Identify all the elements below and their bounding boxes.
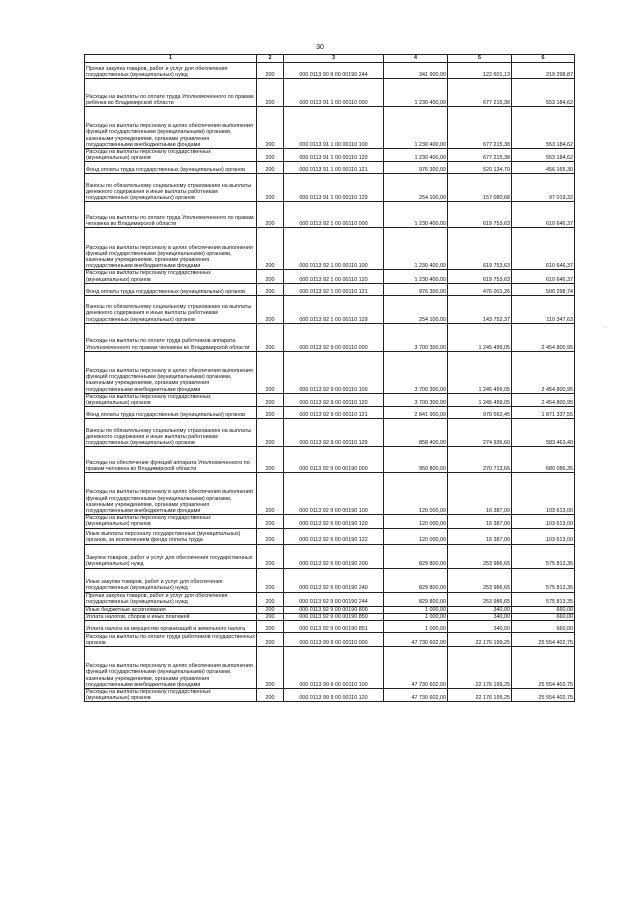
executed-amount-cell: 619 753,63 [448,270,512,283]
expense-name-cell: Расходы на выплаты персоналу государственных (муниципальных) органов [85,689,257,702]
executed-amount-cell: 270 713,65 [448,447,512,473]
expense-name-cell: Расходы на выплаты персоналу в целях обеспечения выполнения функций государственными (муниципальными) органами, казенными учреждениями, органами управления государственными внебюджетными фондами [85,107,257,149]
budget-code-cell: 000 0113 92 9 00 00190 244 [284,592,384,606]
column-header: 1 [85,55,257,63]
unexecuted-amount-cell: 553 184,62 [512,107,575,149]
unexecuted-amount-cell: 575 813,35 [512,544,575,568]
approved-amount-cell: 829 800,00 [384,544,448,568]
approved-amount-cell: 1 000,00 [384,606,448,613]
executed-amount-cell: 22 176 199,25 [448,689,512,702]
expense-name-cell: Расходы на выплаты персоналу в целях обеспечения выполнения функций государственными (муниципальными) органами, казенными учреждениями, органами управления государственными внебюджетными фондами [85,647,257,689]
executed-amount-cell: 22 176 199,25 [448,647,512,689]
table-row [85,544,575,568]
budget-code-cell: 000 0113 92 9 00 00110 129 [284,419,384,447]
expense-name-cell: Расходы на выплаты персоналу государственных (муниципальных) органов [85,515,257,528]
budget-code-cell: 000 0113 92 9 00 00110 120 [284,393,384,406]
executed-amount-cell: 122 601,13 [448,63,512,79]
line-code-cell: 200 [257,419,284,447]
table-row [85,149,575,162]
table-row [85,283,575,295]
budget-code-cell: 000 0113 99 9 00 00110 000 [284,633,384,647]
executed-amount-cell: 253 986,65 [448,544,512,568]
expense-name-cell: Иные закупки товаров, работ и услуг для обеспечения государственных (муниципальных) нужд [85,568,257,592]
column-header: 2 [257,55,284,63]
line-code-cell: 200 [257,270,284,283]
budget-code-cell: 000 0113 92 1 00 00110 000 [284,202,384,228]
table-row [85,323,575,351]
line-code-cell: 200 [257,647,284,689]
executed-amount-cell: 619 753,63 [448,228,512,270]
unexecuted-amount-cell: 1 871 337,55 [512,407,575,419]
line-code-cell: 200 [257,544,284,568]
approved-amount-cell: 1 230 400,00 [384,202,448,228]
executed-amount-cell: 253 986,65 [448,592,512,606]
executed-amount-cell: 677 215,38 [448,149,512,162]
line-code-cell: 200 [257,606,284,613]
approved-amount-cell: 1 230 400,00 [384,107,448,149]
budget-code-cell: 000 0113 92 1 00 00110 129 [284,295,384,323]
unexecuted-amount-cell: 2 454 800,95 [512,393,575,406]
table-row [85,568,575,592]
line-code-cell: 200 [257,621,284,633]
executed-amount-cell: 476 001,26 [448,283,512,295]
budget-code-cell: 000 0113 92 9 00 00190 240 [284,568,384,592]
table-row [85,63,575,79]
unexecuted-amount-cell: 500 298,74 [512,283,575,295]
budget-code-cell: 000 0113 99 9 00 00110 120 [284,689,384,702]
table-row [85,107,575,149]
budget-code-cell: 000 0113 91 1 00 00110 121 [284,162,384,174]
approved-amount-cell: 1 230 400,00 [384,270,448,283]
approved-amount-cell: 1 000,00 [384,613,448,620]
table-row [85,174,575,202]
approved-amount-cell: 829 800,00 [384,592,448,606]
table-row [85,613,575,620]
column-header: 4 [384,55,448,63]
expense-name-cell: Уплата налога на имущество организаций и земельного налога [85,621,257,633]
approved-amount-cell: 3 700 300,00 [384,323,448,351]
budget-execution-table [84,54,575,702]
table-row [85,295,575,323]
table-row [85,606,575,613]
table-row [85,515,575,528]
approved-amount-cell: 3 700 300,00 [384,393,448,406]
approved-amount-cell: 47 730 602,00 [384,647,448,689]
expense-name-cell: Расходы на выплаты персоналу в целях обеспечения выполнения функций государственными (муниципальными) органами, казенными учреждениями, органами управления государственными внебюджетными фондами [85,473,257,515]
unexecuted-amount-cell: 219 298,87 [512,63,575,79]
table-row [85,162,575,174]
unexecuted-amount-cell: 610 646,37 [512,202,575,228]
table-row [85,228,575,270]
approved-amount-cell: 2 841 900,00 [384,407,448,419]
expense-name-cell: Закупка товаров, работ и услуг для обеспечения государственных (муниципальных) нужд [85,544,257,568]
budget-code-cell: 000 0113 92 1 00 00110 100 [284,228,384,270]
line-code-cell: 200 [257,633,284,647]
expense-name-cell: Фонд оплаты труда государственных (муниципальных) органов [85,407,257,419]
table-row [85,79,575,107]
table-row [85,633,575,647]
line-code-cell: 200 [257,473,284,515]
line-code-cell: 200 [257,528,284,544]
line-code-cell: 200 [257,283,284,295]
column-header: 5 [448,55,512,63]
table-row [85,407,575,419]
approved-amount-cell: 1 000,00 [384,621,448,633]
approved-amount-cell: 120 000,00 [384,515,448,528]
unexecuted-amount-cell: 553 184,62 [512,149,575,162]
table-row [85,473,575,515]
budget-code-cell: 000 0113 92 9 00 00190 850 [284,613,384,620]
line-code-cell: 200 [257,393,284,406]
approved-amount-cell: 120 000,00 [384,528,448,544]
approved-amount-cell: 976 300,00 [384,162,448,174]
executed-amount-cell: 253 986,65 [448,568,512,592]
executed-amount-cell: 677 215,38 [448,79,512,107]
unexecuted-amount-cell: 110 347,63 [512,295,575,323]
line-code-cell: 200 [257,174,284,202]
expense-name-cell: Расходы на выплаты персоналу в целях обеспечения выполнения функций государственными (муниципальными) органами, казенными учреждениями, органами управления государственными внебюджетными фондами [85,351,257,393]
executed-amount-cell: 274 936,60 [448,419,512,447]
budget-code-cell: 000 0113 92 9 00 00190 851 [284,621,384,633]
approved-amount-cell: 829 800,00 [384,568,448,592]
executed-amount-cell: 16 387,00 [448,473,512,515]
table-row [85,202,575,228]
budget-code-cell: 000 0113 91 1 00 00110 000 [284,79,384,107]
table-row [85,689,575,702]
approved-amount-cell: 254 100,00 [384,295,448,323]
approved-amount-cell: 254 100,00 [384,174,448,202]
budget-code-cell: 000 0113 91 1 00 00110 100 [284,107,384,149]
table-row [85,393,575,406]
expense-name-cell: Взносы по обязательному социальному страхованию на выплаты денежного содержания и иные выплаты работникам государственных (муниципальных) органов [85,174,257,202]
unexecuted-amount-cell: 610 646,37 [512,270,575,283]
approved-amount-cell: 47 730 602,00 [384,689,448,702]
unexecuted-amount-cell: 25 554 402,75 [512,689,575,702]
line-code-cell: 200 [257,107,284,149]
executed-amount-cell: 970 562,45 [448,407,512,419]
table-row [85,592,575,606]
executed-amount-cell: 619 753,63 [448,202,512,228]
expense-name-cell: Расходы на выплаты по оплате труда Уполномоченного по правам ребёнка во Владимирской области [85,79,257,107]
unexecuted-amount-cell: 553 184,62 [512,79,575,107]
budget-code-cell: 000 0113 92 9 00 00110 000 [284,323,384,351]
expense-name-cell: Расходы на выплаты по оплате труда Уполномоченного по правам человека во Владимирской области [85,202,257,228]
approved-amount-cell: 976 300,00 [384,283,448,295]
budget-code-cell: 000 0113 90 9 00 00190 244 [284,63,384,79]
line-code-cell: 200 [257,162,284,174]
expense-name-cell: Расходы на выплаты по оплате труда работников аппарата Уполномоченного по правам человека во Владимирской области [85,323,257,351]
line-code-cell: 200 [257,351,284,393]
line-code-cell: 200 [257,323,284,351]
unexecuted-amount-cell: 680 086,35 [512,447,575,473]
column-header: 3 [284,55,384,63]
expense-name-cell: Расходы на выплаты по оплате труда работников государственных органов [86,633,255,646]
budget-code-cell: 000 0113 92 1 00 00110 120 [284,270,384,283]
approved-amount-cell: 1 230 400,00 [384,228,448,270]
approved-amount-cell: 341 900,00 [384,63,448,79]
table-row [85,528,575,544]
unexecuted-amount-cell: 25 554 402,75 [512,633,575,647]
page-number: 30 [316,44,324,51]
budget-code-cell: 000 0113 91 1 00 00110 120 [284,149,384,162]
budget-code-cell: 000 0113 92 9 00 00110 121 [284,407,384,419]
unexecuted-amount-cell: 2 454 800,95 [512,323,575,351]
executed-amount-cell: 1 245 499,05 [448,351,512,393]
line-code-cell: 200 [257,202,284,228]
expense-name-cell: Взносы по обязательному социальному страхованию на выплаты денежного содержания и иные выплаты работникам государственных (муниципальных) органов [85,419,257,447]
expense-name-cell: Расходы на выплаты персоналу государственных (муниципальных) органов [85,270,257,283]
approved-amount-cell: 3 700 300,00 [384,351,448,393]
expense-name-cell: Взносы по обязательному социальному страхованию на выплаты денежного содержания и иные выплаты работникам государственных (муниципальных) органов [85,295,257,323]
line-code-cell: 200 [257,689,284,702]
table-row [85,621,575,633]
line-code-cell: 200 [257,295,284,323]
table-row [85,447,575,473]
table-row [85,270,575,283]
approved-amount-cell: 858 400,00 [384,419,448,447]
approved-amount-cell: 120 000,00 [384,473,448,515]
executed-amount-cell: 157 080,68 [448,174,512,202]
unexecuted-amount-cell: 583 463,40 [512,419,575,447]
line-code-cell: 200 [257,447,284,473]
table-row [85,647,575,689]
expense-name-cell: Прочая закупка товаров, работ и услуг для обеспечения государственных (муниципальных) нужд [85,592,257,606]
expense-name-cell: Иные бюджетные ассигнования [85,606,257,613]
approved-amount-cell: 950 800,00 [384,447,448,473]
executed-amount-cell: 1 245 499,05 [448,323,512,351]
budget-code-cell: 000 0113 92 9 00 00190 200 [284,544,384,568]
expense-name-cell: Прочая закупка товаров, работ и услуг для обеспечения государственных (муниципальных) нужд [85,63,257,79]
budget-code-cell: 000 0113 92 9 00 00110 100 [284,351,384,393]
unexecuted-amount-cell: 103 613,00 [512,515,575,528]
budget-code-cell: 000 0113 92 1 00 00110 121 [284,283,384,295]
margin-mark: · [604,324,607,331]
unexecuted-amount-cell: 2 454 800,95 [512,351,575,393]
executed-amount-cell: 340,00 [448,621,512,633]
expense-name-cell: Фонд оплаты труда государственных (муниципальных) органов [85,283,257,295]
unexecuted-amount-cell: 660,00 [512,606,575,613]
line-code-cell: 200 [257,613,284,620]
budget-code-cell: 000 0113 99 9 00 00110 100 [284,647,384,689]
executed-amount-cell: 16 387,00 [448,515,512,528]
expense-name-cell: Расходы на выплаты персоналу в целях обеспечения выполнения функций государственными (муниципальными) органами, казенными учреждениями, органами управления государственными внебюджетными фондами [85,228,257,270]
line-code-cell: 200 [257,592,284,606]
line-code-cell: 200 [257,79,284,107]
line-code-cell: 200 [257,228,284,270]
budget-code-cell: 000 0113 92 9 00 00190 000 [284,447,384,473]
column-header: 6 [512,55,575,63]
line-code-cell: 200 [257,407,284,419]
approved-amount-cell: 1 230 400,00 [384,79,448,107]
unexecuted-amount-cell: 610 646,37 [512,228,575,270]
executed-amount-cell: 143 752,37 [448,295,512,323]
executed-amount-cell: 520 134,70 [448,162,512,174]
executed-amount-cell: 1 245 499,05 [448,393,512,406]
executed-amount-cell: 340,00 [448,606,512,613]
expense-name-cell: Расходы на обеспечение функций аппарата Уполномоченного по правам человека во Владимирской области [85,447,257,473]
budget-code-cell: 000 0113 92 9 00 00190 800 [284,606,384,613]
expense-name-cell: Расходы на выплаты персоналу государственных (муниципальных) органов [85,149,257,162]
line-code-cell: 200 [257,149,284,162]
expense-name-cell: Расходы на выплаты персоналу государственных (муниципальных) органов [85,393,257,406]
unexecuted-amount-cell: 575 813,35 [512,592,575,606]
budget-code-cell: 000 0113 92 9 00 00190 122 [284,528,384,544]
expense-name-cell: Уплата налогов, сборов и иных платежей [85,613,257,620]
table-row [85,351,575,393]
unexecuted-amount-cell: 103 613,00 [512,528,575,544]
executed-amount-cell: 677 215,38 [448,107,512,149]
executed-amount-cell: 22 176 199,25 [448,633,512,647]
unexecuted-amount-cell: 456 165,30 [512,162,575,174]
expense-name-cell: Иные выплаты персоналу государственных (муниципальных) органов, за исключением фонда оплаты труда [85,528,257,544]
unexecuted-amount-cell: 660,00 [512,613,575,620]
approved-amount-cell: 47 730 602,00 [384,633,448,647]
expense-name-cell: Фонд оплаты труда государственных (муниципальных) органов [85,162,257,174]
line-code-cell: 200 [257,515,284,528]
table-row [85,419,575,447]
budget-code-cell: 000 0113 92 9 00 00190 100 [284,473,384,515]
executed-amount-cell: 16 387,00 [448,528,512,544]
budget-code-cell: 000 0113 92 9 00 00190 120 [284,515,384,528]
unexecuted-amount-cell: 575 813,35 [512,568,575,592]
executed-amount-cell: 340,00 [448,613,512,620]
approved-amount-cell: 1 230 400,00 [384,149,448,162]
unexecuted-amount-cell: 660,00 [512,621,575,633]
budget-code-cell: 000 0113 91 1 00 00110 129 [284,174,384,202]
line-code-cell: 200 [257,63,284,79]
unexecuted-amount-cell: 97 019,32 [512,174,575,202]
line-code-cell: 200 [257,568,284,592]
table-header-row [85,55,575,63]
unexecuted-amount-cell: 25 554 402,75 [512,647,575,689]
unexecuted-amount-cell: 103 613,00 [512,473,575,515]
